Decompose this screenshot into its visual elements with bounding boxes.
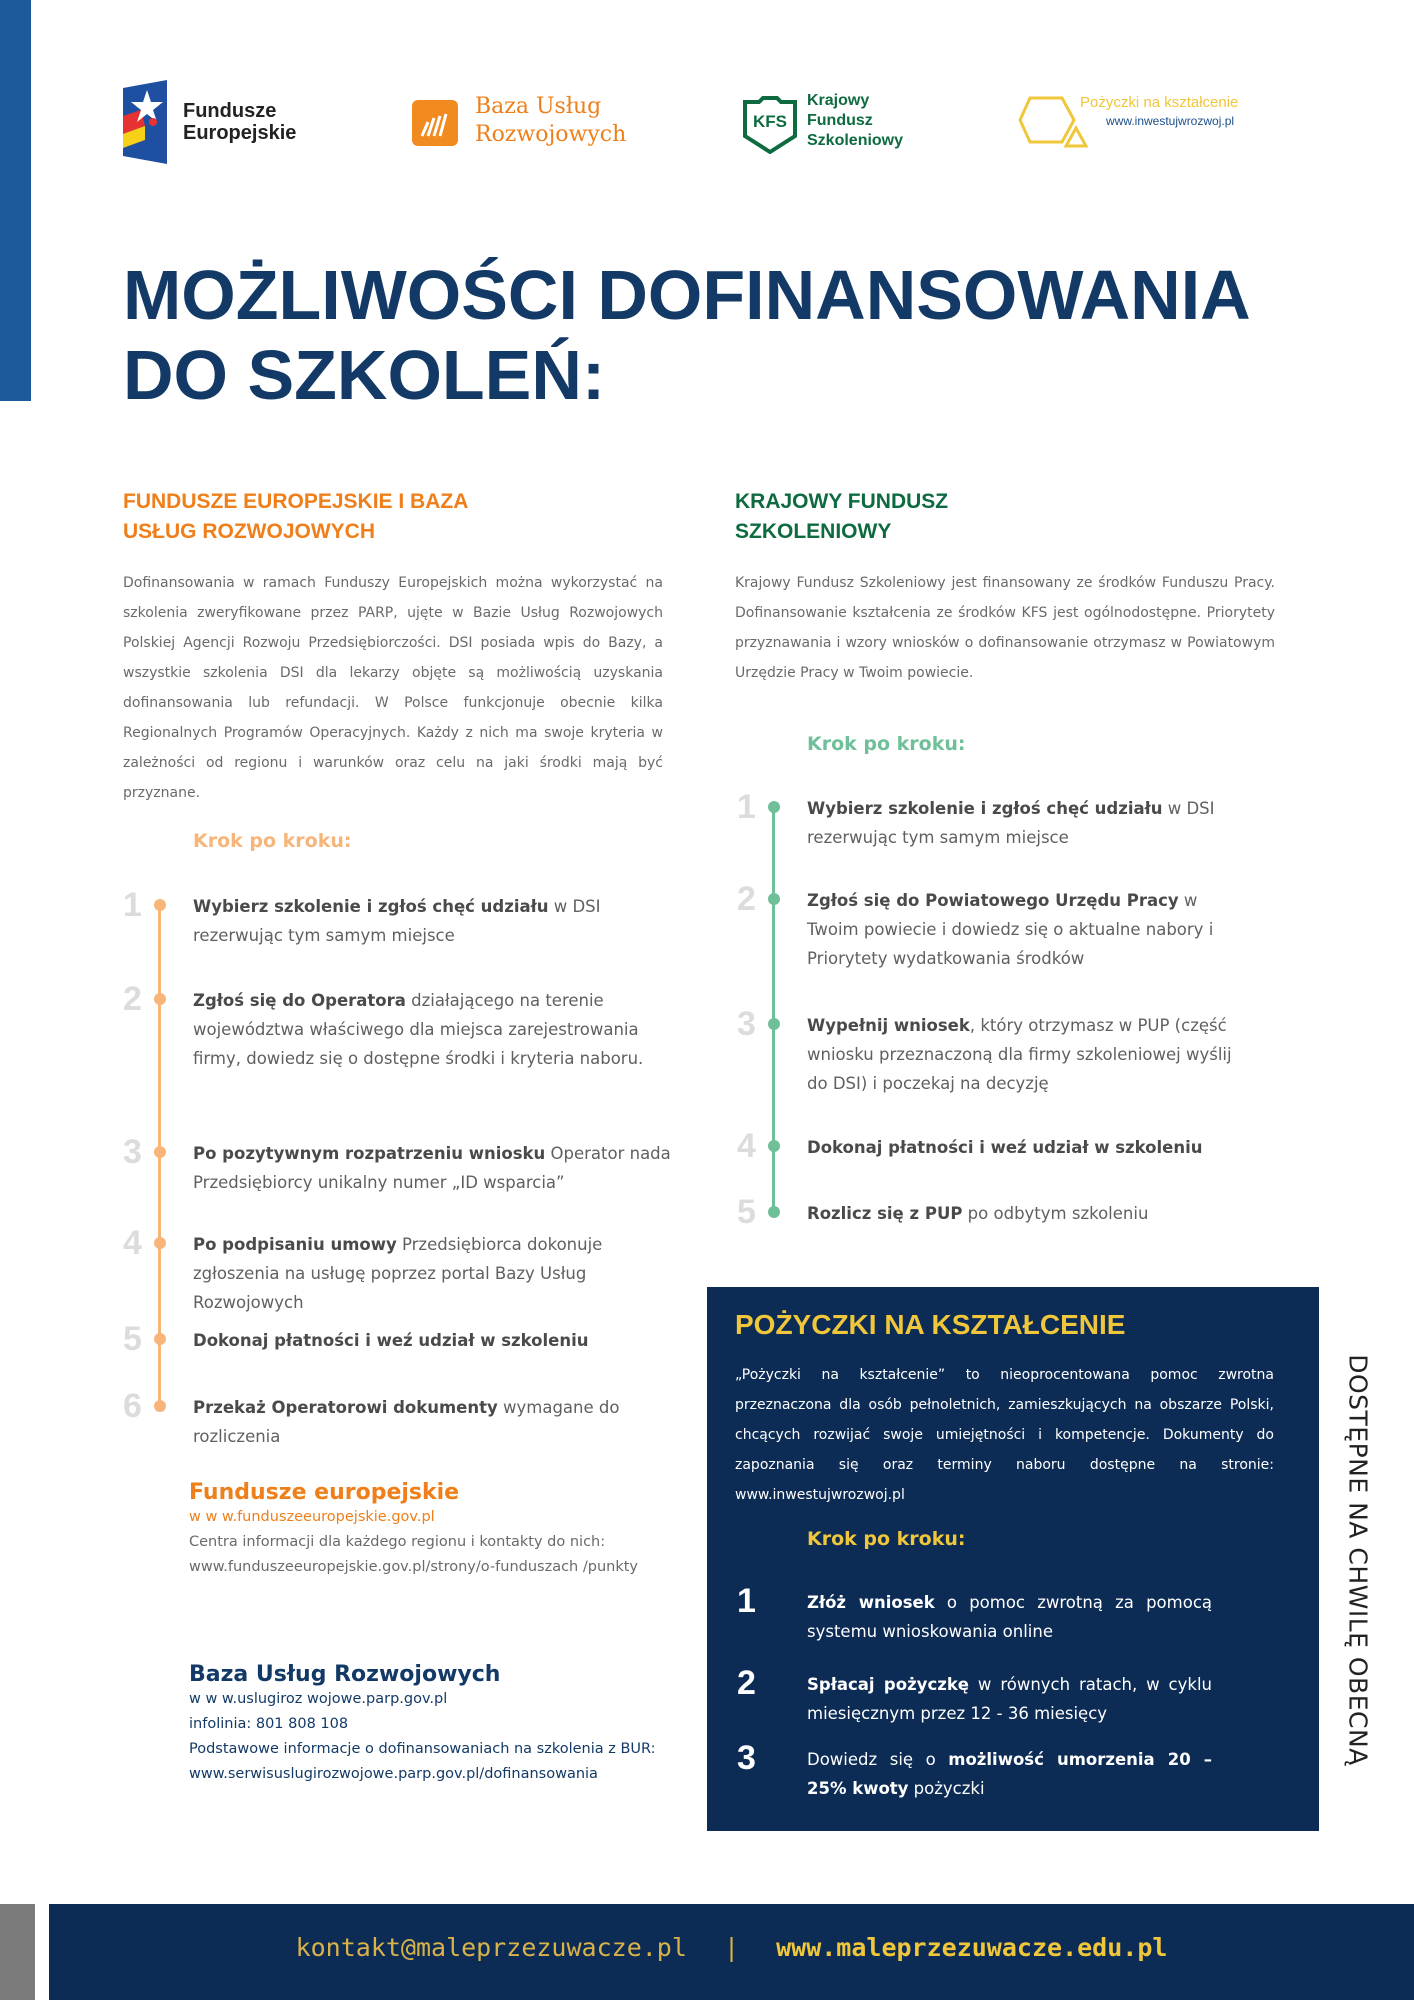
step-dot xyxy=(154,899,166,911)
step-text-rest: pożyczki xyxy=(908,1779,985,1798)
step-text-bold: Zgłoś się do Operatora xyxy=(193,991,406,1010)
step-dot xyxy=(768,1206,780,1218)
step-text-rest: działającego na terenie województwa właściwego dla miejsca zarejestrowania firmy, dowiedz się o dostępne środki i kryteria naboru. xyxy=(193,991,644,1068)
step-number: 2 xyxy=(737,880,756,918)
info-fe-url[interactable]: w w w.funduszeeuropejskie.gov.pl xyxy=(189,1509,435,1525)
step-text-rest: po odbytym szkoleniu xyxy=(962,1204,1149,1223)
logo-baza-uslug xyxy=(412,92,652,152)
eu-flag-icon xyxy=(123,80,167,164)
fe-section-body: Dofinansowania w ramach Funduszy Europejskich można wykorzystać na szkolenia zweryfikowane przez PARP, ujęte w Bazie Usług Rozwojowych Polskiej Agencji Rozwoju Przedsiębiorczości. DSI posiada wpis do Bazy, a wszystkie szkolenia DSI dla lekarzy objęte są możliwością uzyskania dofinansowania lub refundacji. W Polsce funkcjonuje obecnie kilka Regionalnych Programów Operacyjnych. Każdy z nich ma swoje kryteria w zależności od regionu i warunków oraz celu na jaki środki mają być przyznane. xyxy=(123,575,663,801)
step-text xyxy=(193,1393,673,1451)
loan-krok-heading: Krok po kroku: xyxy=(807,1528,966,1550)
left-accent-bar xyxy=(0,0,31,401)
step-number: 3 xyxy=(737,1739,756,1777)
step-text-pre: Dowiedz się o xyxy=(807,1750,949,1769)
step-number: 6 xyxy=(123,1387,142,1425)
loan-logo-line1: Pożyczki na kształcenie xyxy=(1080,94,1239,111)
step-number: 1 xyxy=(123,886,142,924)
loan-body: „Pożyczki na kształcenie” to nieoprocentowana pomoc zwrotna przeznaczona dla osób pełnoletnich, zamieszkujących na obszarze Polski, chcących rozwijać swoje umiejętności i kompetencje. Dokumenty do zapoznania się oraz terminy naboru dostępne na stronie: www.inwestujwrozwoj.pl xyxy=(735,1367,1274,1503)
step-text-rest: w Twoim powiecie i dowiedz się o aktualne nabory i Priorytety wydatkowania środków xyxy=(807,891,1214,968)
info-fe-line2[interactable]: www.funduszeeuropejskie.gov.pl/strony/o-funduszach /punkty xyxy=(189,1559,638,1575)
logo-pozyczki xyxy=(1018,92,1268,152)
step-dot xyxy=(154,1333,166,1345)
step-text-bold: Rozlicz się z PUP xyxy=(807,1204,963,1223)
kfs-krok-heading: Krok po kroku: xyxy=(807,733,966,755)
step-dot xyxy=(154,993,166,1005)
step-text-rest: w DSI rezerwując tym samym miejsce xyxy=(807,799,1215,847)
side-note-text: DOSTĘPNE NA CHWILĘ OBECNĄ xyxy=(1343,1354,1373,1766)
step-text-bold: Przekaż Operatorowi dokumenty xyxy=(193,1398,498,1417)
step-number: 2 xyxy=(737,1664,756,1702)
step-text-rest: Przedsiębiorca dokonuje zgłoszenia na usługę poprzez portal Bazy Usług Rozwojowych xyxy=(193,1235,603,1312)
step-text-bold: Wypełnij wniosek xyxy=(807,1016,970,1035)
step-text xyxy=(193,1326,673,1355)
step-number: 1 xyxy=(737,1582,756,1620)
fe-logo-line2: Europejskie xyxy=(183,122,297,144)
step-text-rest: Operator nada Przedsiębiorcy unikalny numer „ID wsparcia” xyxy=(193,1144,671,1192)
kfs-logo-line3: Szkoleniowy xyxy=(807,132,904,149)
footer-email[interactable]: kontakt@maleprzezuwacze.pl xyxy=(295,1933,687,1962)
step-text xyxy=(193,1139,673,1197)
step-text xyxy=(807,1199,1237,1228)
logo-kfs xyxy=(741,92,941,156)
kfs-steps-line xyxy=(772,808,775,1216)
step-text-rest: , który otrzymasz w PUP (część wniosku przeznaczoną dla firmy szkoleniowej wyślij do DSI) i poczekaj na decyzję xyxy=(807,1016,1232,1093)
kfs-section-heading xyxy=(735,487,948,547)
step-number: 1 xyxy=(737,788,756,826)
step-dot xyxy=(154,1237,166,1249)
step-text xyxy=(193,1230,673,1317)
loan-heading: POŻYCZKI NA KSZTAŁCENIE xyxy=(735,1309,1126,1340)
step-text-bold: Złóż wniosek xyxy=(807,1593,935,1612)
step-text-rest: o pomoc zwrotną za pomocą systemu wnioskowania online xyxy=(807,1593,1212,1641)
loan-logo-line2: www.inwestujwrozwoj.pl xyxy=(1106,114,1235,128)
step-text-bold: Wybierz szkolenie i zgłoś chęć udziału xyxy=(807,799,1163,818)
logo-fundusze-europejskie xyxy=(123,80,313,164)
step-text xyxy=(807,1588,1212,1646)
step-text-bold: Po pozytywnym rozpatrzeniu wniosku xyxy=(193,1144,546,1163)
step-text xyxy=(193,986,673,1073)
kfs-heading-line2: SZKOLENIOWY xyxy=(735,520,892,543)
step-text-rest: wymagane do rozliczenia xyxy=(193,1398,620,1446)
info-fe-block xyxy=(189,1480,689,1580)
step-text-rest: w równych ratach, w cyklu miesięcznym przez 12 - 36 miesięcy xyxy=(807,1675,1212,1723)
info-bur-line1: infolinia: 801 808 108 xyxy=(189,1716,349,1732)
step-text xyxy=(193,892,673,950)
info-bur-heading: Baza Usług Rozwojowych xyxy=(189,1662,501,1687)
info-bur-line3[interactable]: www.serwisuslugirozwojowe.parp.gov.pl/dofinansowania xyxy=(189,1766,598,1782)
bur-logo-line1: Baza Usług xyxy=(475,94,602,119)
step-text xyxy=(807,886,1237,973)
footer-separator: | xyxy=(723,1933,740,1962)
info-bur-line2: Podstawowe informacje o dofinansowaniach na szkolenia z BUR: xyxy=(189,1741,656,1757)
info-bur-block xyxy=(189,1662,689,1787)
step-number: 4 xyxy=(737,1127,756,1165)
bur-logo-line2: Rozwojowych xyxy=(475,122,627,147)
footer-website[interactable]: www.maleprzezuwacze.edu.pl xyxy=(776,1933,1168,1962)
page-title xyxy=(123,255,1303,415)
step-number: 3 xyxy=(123,1133,142,1171)
availability-side-note xyxy=(1318,1354,1398,1766)
kfs-logo-line2: Fundusz xyxy=(807,112,873,129)
step-text xyxy=(807,1133,1237,1162)
step-number: 5 xyxy=(123,1320,142,1358)
footer-contact xyxy=(49,1933,1414,1962)
step-text xyxy=(807,1670,1212,1728)
step-text xyxy=(807,794,1237,852)
step-dot xyxy=(768,1140,780,1152)
fe-krok-heading: Krok po kroku: xyxy=(193,830,352,852)
fe-logo-line1: Fundusze xyxy=(183,100,277,122)
fe-section-heading xyxy=(123,487,468,547)
bur-logo-icon xyxy=(412,100,458,146)
step-text-bold: Dokonaj płatności i weź udział w szkoleniu xyxy=(193,1331,589,1350)
footer-bar xyxy=(49,1904,1414,2000)
step-text-bold: Dokonaj płatności i weź udział w szkoleniu xyxy=(807,1138,1203,1157)
kfs-section-body: Krajowy Fundusz Szkoleniowy jest finansowany ze środków Funduszu Pracy. Dofinansowanie kształcenia ze środków KFS jest ogólnodostępne. Priorytety przyznawania i wzory wniosków o dofinansowanie otrzymasz w Powiatowym Urzędzie Pracy w Twoim powiecie. xyxy=(735,575,1275,681)
step-dot xyxy=(768,893,780,905)
fe-heading-line2: USŁUG ROZWOJOWYCH xyxy=(123,520,375,543)
step-dot xyxy=(154,1146,166,1158)
title-line2: DO SZKOLEŃ: xyxy=(123,336,606,414)
step-dot xyxy=(154,1400,166,1412)
kfs-heading-line1: KRAJOWY FUNDUSZ xyxy=(735,490,949,513)
info-fe-line1: Centra informacji dla każdego regionu i kontakty do nich: xyxy=(189,1534,606,1550)
step-number: 4 xyxy=(123,1224,142,1262)
step-text-bold: Wybierz szkolenie i zgłoś chęć udziału xyxy=(193,897,549,916)
step-text-bold: możliwość umorzenia 20 – 25% kwoty xyxy=(807,1750,1213,1798)
step-dot xyxy=(768,1018,780,1030)
step-text-bold: Spłacaj pożyczkę xyxy=(807,1675,969,1694)
footer-gray-block xyxy=(0,1904,35,2000)
step-text-rest: w DSI rezerwując tym samym miejsce xyxy=(193,897,601,945)
kfs-badge-text: KFS xyxy=(753,112,787,131)
info-bur-url[interactable]: w w w.uslugiroz wojowe.parp.gov.pl xyxy=(189,1691,448,1707)
kfs-logo-line1: Krajowy xyxy=(807,92,870,109)
fe-heading-line1: FUNDUSZE EUROPEJSKIE I BAZA xyxy=(123,490,469,513)
step-text xyxy=(807,1011,1237,1098)
step-number: 3 xyxy=(737,1005,756,1043)
step-number: 2 xyxy=(123,980,142,1018)
step-text-bold: Po podpisaniu umowy xyxy=(193,1235,397,1254)
step-number: 5 xyxy=(737,1193,756,1231)
step-dot xyxy=(768,801,780,813)
step-text-bold: Zgłoś się do Powiatowego Urzędu Pracy xyxy=(807,891,1179,910)
info-fe-heading: Fundusze europejskie xyxy=(189,1480,460,1505)
step-text xyxy=(807,1745,1212,1803)
title-line1: MOŻLIWOŚCI DOFINANSOWANIA xyxy=(123,256,1251,334)
